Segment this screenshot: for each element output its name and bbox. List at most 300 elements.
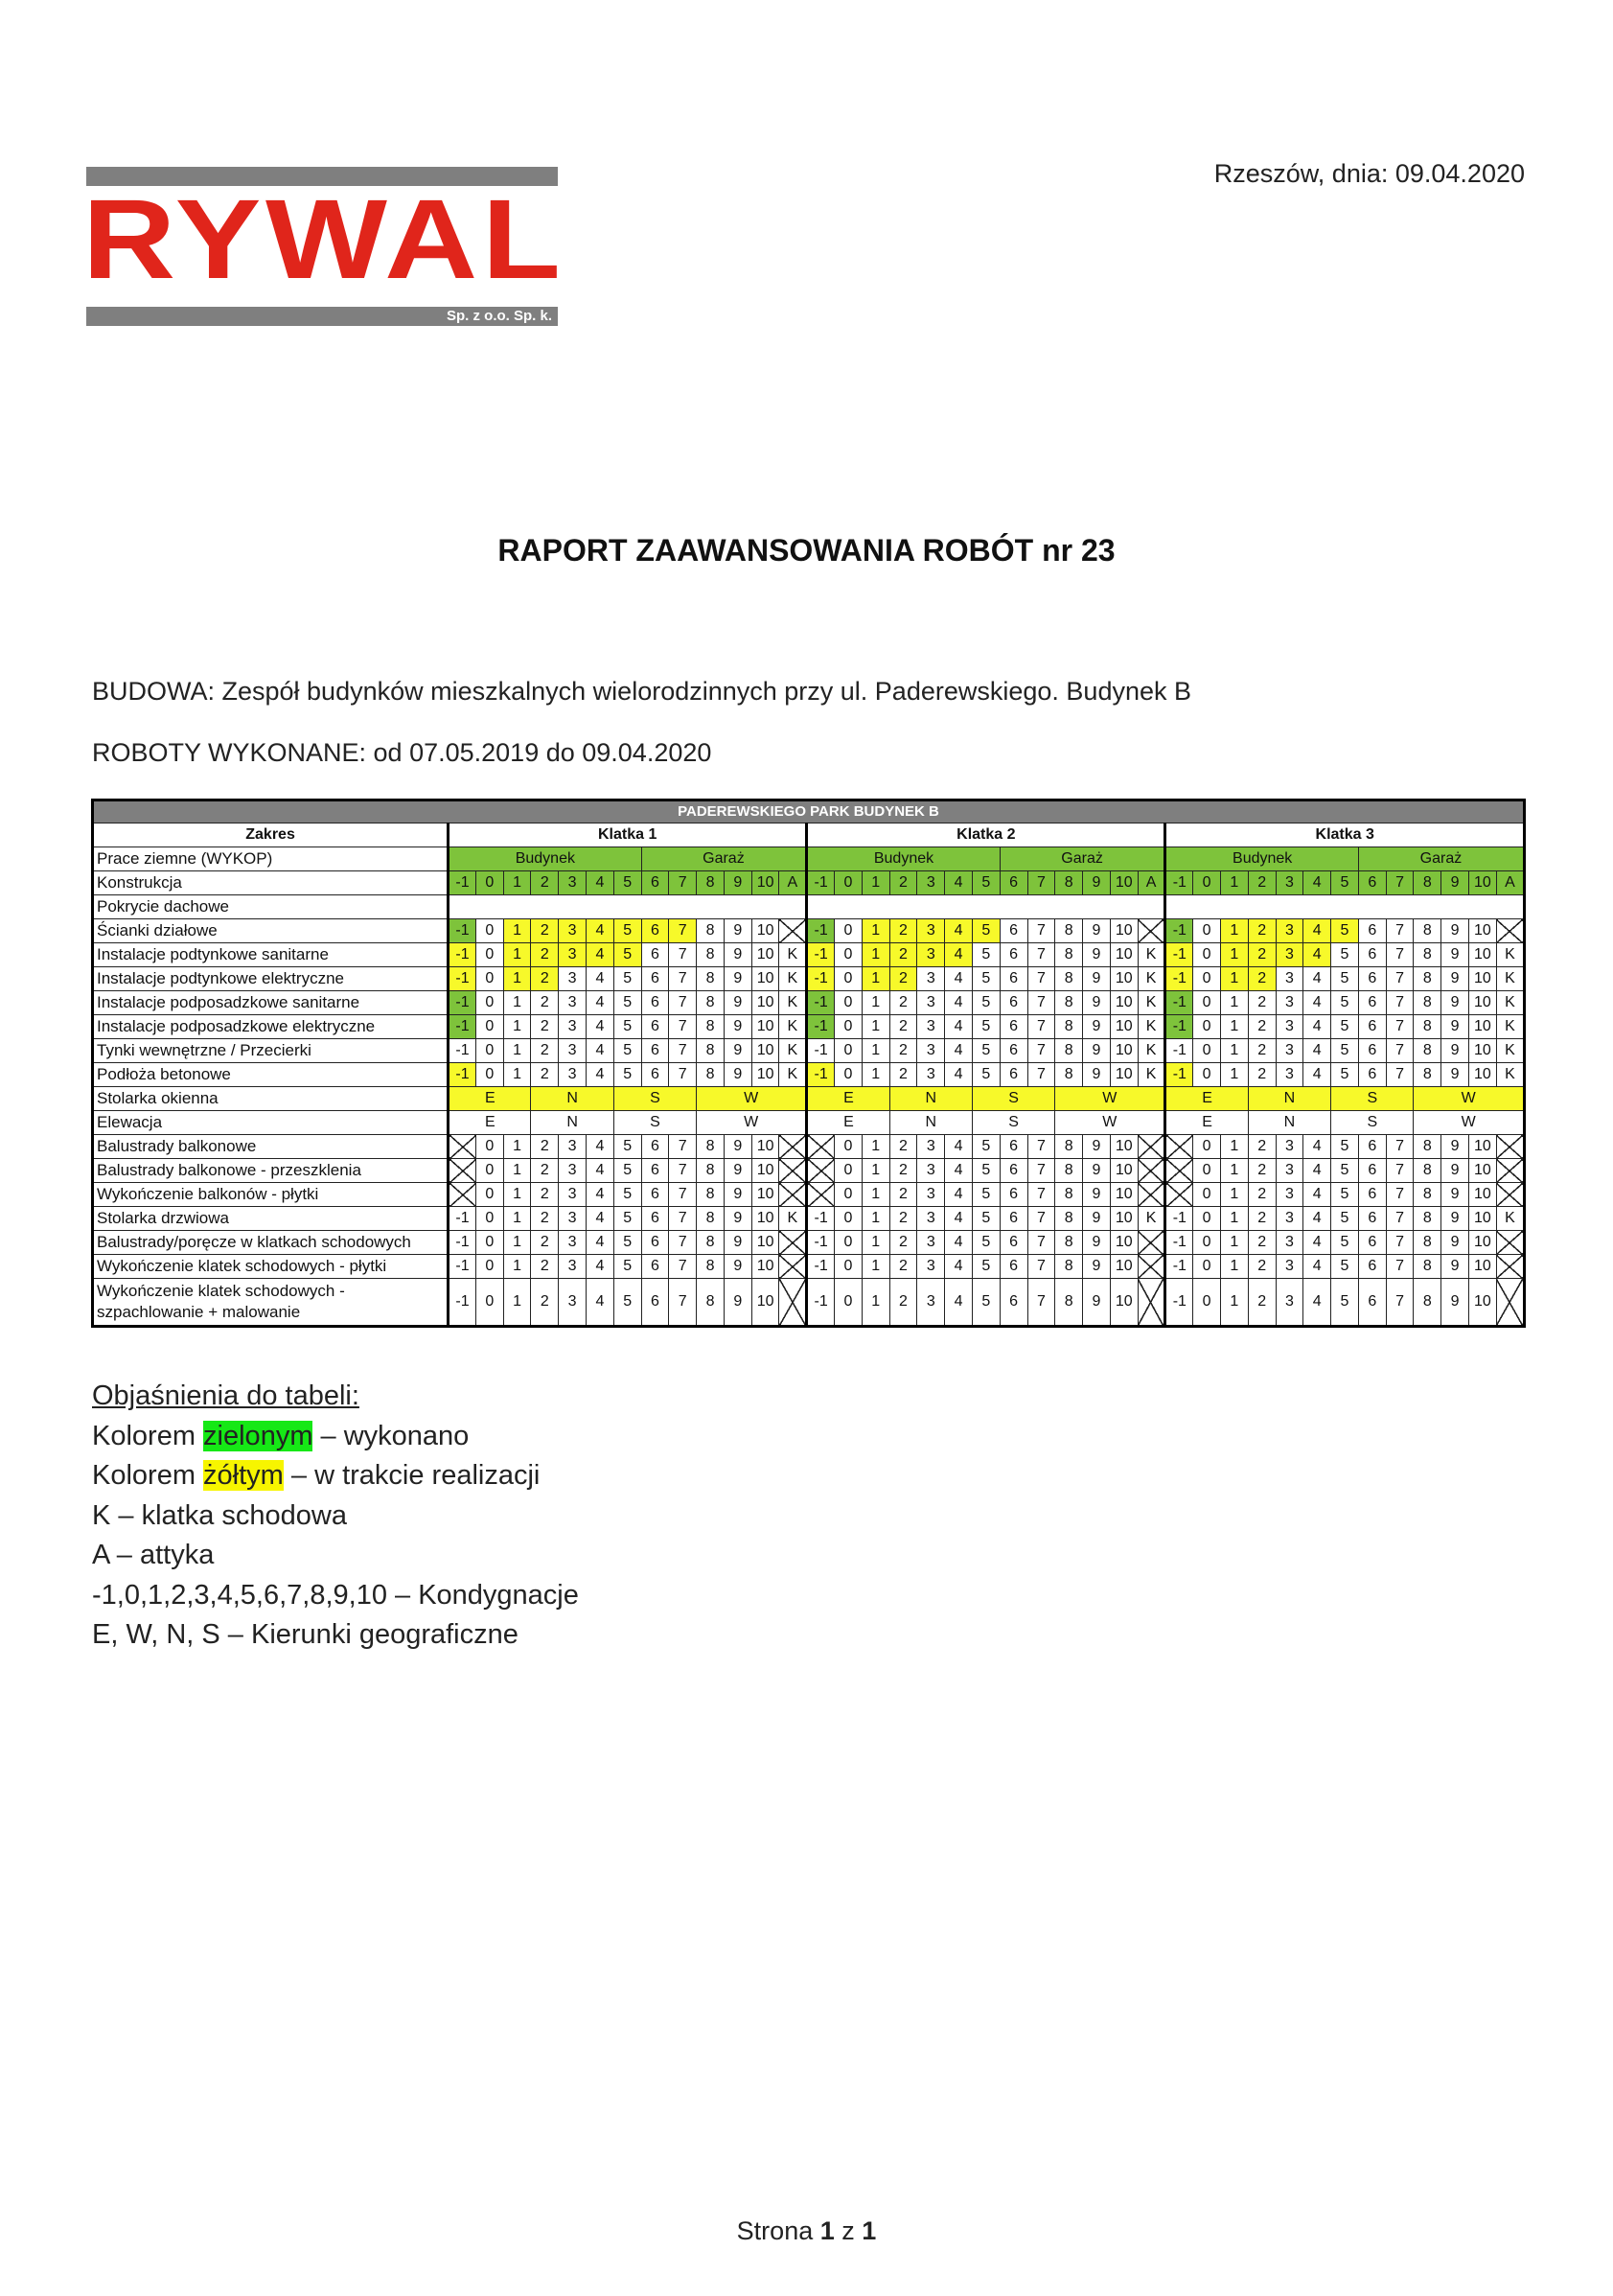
level-cell: 7 xyxy=(669,1279,697,1327)
level-cell: 6 xyxy=(1358,943,1386,967)
level-cell: 7 xyxy=(1386,967,1414,991)
level-cell: -1 xyxy=(449,967,476,991)
level-cell: 6 xyxy=(641,967,669,991)
klatka-cell: K xyxy=(779,1015,807,1039)
level-cell: -1 xyxy=(807,1039,835,1063)
report-title: RAPORT ZAAWANSOWANIA ROBÓT nr 23 xyxy=(497,533,1116,568)
level-cell: 7 xyxy=(1027,1207,1055,1231)
level-cell: 4 xyxy=(587,1063,614,1087)
crossed-cell xyxy=(1138,919,1165,943)
legend-dirs-line: E, W, N, S – Kierunki geograficzne xyxy=(92,1619,518,1650)
level-cell: 5 xyxy=(1331,1183,1359,1207)
level-cell: 6 xyxy=(1358,919,1386,943)
level-cell: 3 xyxy=(559,1135,587,1159)
level-cell: 9 xyxy=(724,1183,751,1207)
level-cell: 8 xyxy=(1055,1231,1083,1255)
level-cell: 5 xyxy=(972,1063,1000,1087)
level-cell: 3 xyxy=(559,1255,587,1279)
direction-cell: N xyxy=(1248,1087,1330,1111)
klatka-cell: K xyxy=(1138,1015,1165,1039)
level-cell: 8 xyxy=(1055,1183,1083,1207)
level-cell: 6 xyxy=(1358,1231,1386,1255)
level-cell: 0 xyxy=(835,991,863,1015)
level-cell: 9 xyxy=(724,1255,751,1279)
direction-cell: E xyxy=(449,1111,531,1135)
level-cell: 0 xyxy=(835,1159,863,1183)
level-cell: 3 xyxy=(917,1279,945,1327)
legend-yellow-line: Kolorem żółtym – w trakcie realizacji xyxy=(92,1460,541,1491)
blank-cell xyxy=(807,895,1165,919)
level-cell: 8 xyxy=(1055,1039,1083,1063)
garaz-subheader: Garaż xyxy=(1358,847,1524,871)
level-cell: 1 xyxy=(503,871,531,895)
legend-k-line: K – klatka schodowa xyxy=(92,1499,347,1531)
level-cell: 9 xyxy=(1441,1159,1469,1183)
level-cell: 6 xyxy=(1358,991,1386,1015)
level-cell: 0 xyxy=(475,991,503,1015)
level-cell: 9 xyxy=(1083,967,1111,991)
level-cell: 9 xyxy=(724,871,751,895)
level-cell: 9 xyxy=(724,919,751,943)
level-cell: 9 xyxy=(1083,991,1111,1015)
level-cell: 4 xyxy=(587,943,614,967)
level-cell: 4 xyxy=(945,1183,973,1207)
level-cell: 1 xyxy=(862,1255,889,1279)
crossed-cell xyxy=(1496,1255,1524,1279)
level-cell: 4 xyxy=(587,1279,614,1327)
crossed-cell xyxy=(1496,1159,1524,1183)
level-cell: 8 xyxy=(697,1255,725,1279)
level-cell: 6 xyxy=(1000,1231,1027,1255)
level-cell: 6 xyxy=(1358,1039,1386,1063)
level-cell: 7 xyxy=(1386,1207,1414,1231)
level-cell: 6 xyxy=(641,1135,669,1159)
crossed-cell xyxy=(1138,1255,1165,1279)
level-cell: 4 xyxy=(1303,1255,1331,1279)
level-cell: 4 xyxy=(587,1159,614,1183)
level-cell: 0 xyxy=(835,919,863,943)
level-cell: 1 xyxy=(862,1063,889,1087)
level-cell: 7 xyxy=(1386,1255,1414,1279)
level-cell: 5 xyxy=(972,1207,1000,1231)
direction-cell: S xyxy=(613,1111,696,1135)
level-cell: 8 xyxy=(697,1183,725,1207)
level-cell: 0 xyxy=(1193,1231,1221,1255)
level-cell: 2 xyxy=(889,991,917,1015)
level-cell: 7 xyxy=(1027,1063,1055,1087)
klatka-cell: K xyxy=(779,1039,807,1063)
level-cell: 6 xyxy=(1358,1015,1386,1039)
level-cell xyxy=(1165,1183,1193,1207)
level-cell: 4 xyxy=(1303,1279,1331,1327)
level-cell: 9 xyxy=(724,1231,751,1255)
row-label: Ścianki działowe xyxy=(93,919,449,943)
level-cell: 5 xyxy=(972,1279,1000,1327)
level-cell: 10 xyxy=(1469,1063,1497,1087)
level-cell: 6 xyxy=(641,1015,669,1039)
level-cell: 7 xyxy=(1027,871,1055,895)
level-cell: 9 xyxy=(724,1063,751,1087)
level-cell: 0 xyxy=(1193,1255,1221,1279)
level-cell: 5 xyxy=(613,1207,641,1231)
legend-green-word: zielonym xyxy=(203,1420,313,1451)
klatka-cell: K xyxy=(779,991,807,1015)
row-label: Instalacje podtynkowe elektryczne xyxy=(93,967,449,991)
level-cell: 0 xyxy=(835,967,863,991)
level-cell: 3 xyxy=(1276,1063,1303,1087)
level-cell: 7 xyxy=(669,1207,697,1231)
level-cell: 9 xyxy=(1083,871,1111,895)
level-cell: 3 xyxy=(917,967,945,991)
legend-a-line: A – attyka xyxy=(92,1540,215,1570)
level-cell: 1 xyxy=(503,1279,531,1327)
level-cell: -1 xyxy=(1165,991,1193,1015)
direction-cell: S xyxy=(972,1111,1054,1135)
level-cell: 5 xyxy=(972,1255,1000,1279)
level-cell: 7 xyxy=(669,943,697,967)
table-caption: PADEREWSKIEGO PARK BUDYNEK B xyxy=(93,800,1525,823)
level-cell: 2 xyxy=(531,1207,559,1231)
level-cell: 9 xyxy=(1083,1183,1111,1207)
direction-cell: S xyxy=(972,1087,1054,1111)
level-cell: -1 xyxy=(807,1015,835,1039)
level-cell: 1 xyxy=(862,871,889,895)
level-cell: 6 xyxy=(641,1279,669,1327)
level-cell: 10 xyxy=(751,1183,779,1207)
table-row xyxy=(93,1183,1525,1207)
level-cell: 3 xyxy=(917,1231,945,1255)
level-cell: 2 xyxy=(889,943,917,967)
level-cell: 4 xyxy=(945,1279,973,1327)
level-cell: 4 xyxy=(945,1135,973,1159)
level-cell: 2 xyxy=(531,1039,559,1063)
level-cell: 7 xyxy=(669,1135,697,1159)
level-cell: 9 xyxy=(724,991,751,1015)
level-cell: 7 xyxy=(1027,919,1055,943)
level-cell: 8 xyxy=(1414,1255,1441,1279)
level-cell: 8 xyxy=(1055,919,1083,943)
level-cell: 10 xyxy=(1110,1015,1138,1039)
level-cell: -1 xyxy=(449,1039,476,1063)
level-cell: 2 xyxy=(1248,967,1276,991)
level-cell: 5 xyxy=(1331,991,1359,1015)
level-cell: 3 xyxy=(1276,1231,1303,1255)
level-cell: 1 xyxy=(1220,871,1248,895)
level-cell: -1 xyxy=(807,1063,835,1087)
level-cell: 2 xyxy=(531,1279,559,1327)
level-cell: 10 xyxy=(1469,991,1497,1015)
level-cell: 6 xyxy=(1358,1183,1386,1207)
level-cell: 6 xyxy=(1358,1255,1386,1279)
level-cell: 5 xyxy=(613,1063,641,1087)
level-cell: 8 xyxy=(1414,1135,1441,1159)
budynek-subheader: Budynek xyxy=(807,847,1000,871)
level-cell: 10 xyxy=(1469,1231,1497,1255)
level-cell: 0 xyxy=(475,1063,503,1087)
level-cell: 10 xyxy=(1469,1255,1497,1279)
level-cell: -1 xyxy=(807,871,835,895)
level-cell: 4 xyxy=(945,991,973,1015)
klatka-cell: K xyxy=(1138,943,1165,967)
level-cell: 10 xyxy=(1110,871,1138,895)
level-cell: 5 xyxy=(972,1183,1000,1207)
level-cell: 0 xyxy=(1193,991,1221,1015)
level-cell: 10 xyxy=(1110,943,1138,967)
level-cell: 3 xyxy=(1276,1159,1303,1183)
level-cell: -1 xyxy=(1165,1015,1193,1039)
level-cell xyxy=(807,1135,835,1159)
crossed-cell xyxy=(779,919,807,943)
level-cell: 3 xyxy=(1276,871,1303,895)
level-cell: 6 xyxy=(1000,967,1027,991)
direction-cell: W xyxy=(697,1111,807,1135)
level-cell: 8 xyxy=(1414,991,1441,1015)
level-cell: 10 xyxy=(751,1063,779,1087)
level-cell: -1 xyxy=(1165,1231,1193,1255)
level-cell xyxy=(1165,1159,1193,1183)
level-cell: 0 xyxy=(475,919,503,943)
row-label: Stolarka okienna xyxy=(93,1087,449,1111)
level-cell: 2 xyxy=(1248,1159,1276,1183)
level-cell: 8 xyxy=(1414,1063,1441,1087)
row-label: Instalacje podtynkowe sanitarne xyxy=(93,943,449,967)
level-cell: 2 xyxy=(1248,871,1276,895)
level-cell: 4 xyxy=(587,1183,614,1207)
level-cell: 1 xyxy=(862,1015,889,1039)
level-cell: 2 xyxy=(531,1135,559,1159)
budynek-subheader: Budynek xyxy=(1165,847,1358,871)
level-cell: -1 xyxy=(449,1231,476,1255)
blank-cell xyxy=(449,895,807,919)
klatka-cell: K xyxy=(1138,967,1165,991)
level-cell: 4 xyxy=(1303,967,1331,991)
level-cell: 0 xyxy=(1193,943,1221,967)
level-cell: 4 xyxy=(1303,943,1331,967)
level-cell: 0 xyxy=(1193,1183,1221,1207)
level-cell: 3 xyxy=(1276,1039,1303,1063)
klatka-header: Klatka 2 xyxy=(807,823,1165,847)
level-cell: 10 xyxy=(751,1039,779,1063)
level-cell: 0 xyxy=(835,1015,863,1039)
level-cell: 1 xyxy=(1220,967,1248,991)
crossed-cell xyxy=(1138,1135,1165,1159)
level-cell: 6 xyxy=(1000,991,1027,1015)
level-cell: 5 xyxy=(613,991,641,1015)
level-cell: 7 xyxy=(1386,1183,1414,1207)
level-cell: 4 xyxy=(945,943,973,967)
level-cell: 0 xyxy=(475,1207,503,1231)
level-cell: 3 xyxy=(917,1207,945,1231)
level-cell: 4 xyxy=(945,1015,973,1039)
level-cell: 4 xyxy=(587,991,614,1015)
level-cell: 6 xyxy=(1000,1015,1027,1039)
level-cell: 5 xyxy=(613,1231,641,1255)
level-cell: 2 xyxy=(889,1135,917,1159)
level-cell: -1 xyxy=(807,1231,835,1255)
level-cell: 1 xyxy=(862,1159,889,1183)
level-cell: 9 xyxy=(1441,1231,1469,1255)
direction-cell: W xyxy=(697,1087,807,1111)
level-cell xyxy=(1165,1135,1193,1159)
level-cell: -1 xyxy=(807,1207,835,1231)
level-cell: 5 xyxy=(1331,1207,1359,1231)
level-cell: 1 xyxy=(1220,991,1248,1015)
level-cell: 2 xyxy=(889,919,917,943)
level-cell: 1 xyxy=(862,1135,889,1159)
level-cell: 0 xyxy=(1193,871,1221,895)
level-cell: 3 xyxy=(559,1279,587,1327)
level-cell: 1 xyxy=(503,1231,531,1255)
table-row xyxy=(93,1231,1525,1255)
row-label: Balustrady balkonowe xyxy=(93,1135,449,1159)
level-cell: 7 xyxy=(669,871,697,895)
level-cell: 6 xyxy=(641,871,669,895)
level-cell: 8 xyxy=(1414,1015,1441,1039)
crossed-cell xyxy=(1138,1279,1165,1327)
level-cell: 10 xyxy=(1110,1183,1138,1207)
level-cell: 3 xyxy=(917,1015,945,1039)
level-cell: 5 xyxy=(972,871,1000,895)
level-cell: 9 xyxy=(1441,1135,1469,1159)
level-cell: 4 xyxy=(1303,991,1331,1015)
row-label: Podłoża betonowe xyxy=(93,1063,449,1087)
level-cell: 0 xyxy=(835,1039,863,1063)
date-line: Rzeszów, dnia: 09.04.2020 xyxy=(1213,159,1525,188)
table-caption-row xyxy=(93,800,1525,823)
table-row xyxy=(93,1207,1525,1231)
level-cell: -1 xyxy=(1165,943,1193,967)
level-cell: 10 xyxy=(1469,1135,1497,1159)
level-cell: 1 xyxy=(503,1159,531,1183)
level-cell: 4 xyxy=(587,871,614,895)
level-cell: 5 xyxy=(1331,1063,1359,1087)
level-cell: 10 xyxy=(751,1015,779,1039)
level-cell: 4 xyxy=(587,1207,614,1231)
level-cell: 2 xyxy=(1248,1039,1276,1063)
level-cell: 0 xyxy=(475,1135,503,1159)
row-label: Tynki wewnętrzne / Przecierki xyxy=(93,1039,449,1063)
crossed-cell xyxy=(779,1231,807,1255)
level-cell: 3 xyxy=(917,1063,945,1087)
level-cell: 2 xyxy=(1248,1207,1276,1231)
level-cell: 3 xyxy=(917,1255,945,1279)
level-cell: 3 xyxy=(559,871,587,895)
level-cell: 10 xyxy=(1110,1231,1138,1255)
level-cell: 2 xyxy=(1248,943,1276,967)
level-cell: 10 xyxy=(751,919,779,943)
level-cell: -1 xyxy=(1165,1207,1193,1231)
crossed-cell xyxy=(779,1159,807,1183)
page-footer: Strona 1 z 1 xyxy=(736,2216,877,2245)
level-cell: 6 xyxy=(1358,871,1386,895)
row-label: Elewacja xyxy=(93,1111,449,1135)
level-cell: 5 xyxy=(972,919,1000,943)
level-cell: 7 xyxy=(1386,1039,1414,1063)
level-cell: 10 xyxy=(1110,991,1138,1015)
level-cell: 5 xyxy=(613,967,641,991)
level-cell: 9 xyxy=(1083,1231,1111,1255)
level-cell xyxy=(449,1183,476,1207)
level-cell: 6 xyxy=(641,1255,669,1279)
klatka-cell: K xyxy=(1496,991,1524,1015)
level-cell: 10 xyxy=(1110,1159,1138,1183)
level-cell: 9 xyxy=(1441,919,1469,943)
level-cell: 8 xyxy=(1055,1015,1083,1039)
level-cell: 2 xyxy=(531,991,559,1015)
level-cell: 8 xyxy=(1414,919,1441,943)
klatka-header: Klatka 1 xyxy=(449,823,807,847)
level-cell: 3 xyxy=(559,1015,587,1039)
klatka-cell: K xyxy=(1138,1063,1165,1087)
level-cell: 3 xyxy=(1276,1255,1303,1279)
level-cell: 1 xyxy=(1220,1231,1248,1255)
row-label: Balustrady balkonowe - przeszklenia xyxy=(93,1159,449,1183)
level-cell: 7 xyxy=(1386,1135,1414,1159)
level-cell: -1 xyxy=(449,1255,476,1279)
level-cell: 5 xyxy=(972,967,1000,991)
klatka-header: Klatka 3 xyxy=(1165,823,1525,847)
level-cell: 7 xyxy=(1386,991,1414,1015)
legend-heading: Objaśnienia do tabeli: xyxy=(92,1380,359,1411)
level-cell: 10 xyxy=(1110,1207,1138,1231)
level-cell: 1 xyxy=(503,1063,531,1087)
level-cell: 4 xyxy=(945,1063,973,1087)
level-cell: 6 xyxy=(641,1183,669,1207)
level-cell: 5 xyxy=(972,1231,1000,1255)
level-cell: 4 xyxy=(1303,1231,1331,1255)
level-cell: 1 xyxy=(862,943,889,967)
level-cell: 10 xyxy=(1469,1015,1497,1039)
level-cell: 0 xyxy=(1193,1279,1221,1327)
level-cell: 4 xyxy=(587,1039,614,1063)
level-cell: 0 xyxy=(1193,919,1221,943)
level-cell: 1 xyxy=(1220,1279,1248,1327)
direction-cell: N xyxy=(889,1111,972,1135)
row-label: Instalacje podposadzkowe elektryczne xyxy=(93,1015,449,1039)
table-row xyxy=(93,871,1525,895)
level-cell: 5 xyxy=(613,1279,641,1327)
level-cell: 4 xyxy=(587,967,614,991)
level-cell: 8 xyxy=(697,1231,725,1255)
direction-cell: E xyxy=(1165,1087,1248,1111)
legend xyxy=(92,1377,579,1656)
level-cell: 7 xyxy=(669,1231,697,1255)
level-cell: 5 xyxy=(1331,871,1359,895)
level-cell: -1 xyxy=(807,943,835,967)
level-cell: 2 xyxy=(1248,1015,1276,1039)
crossed-cell xyxy=(1496,919,1524,943)
level-cell: 2 xyxy=(1248,1231,1276,1255)
row-label: Stolarka drzwiowa xyxy=(93,1207,449,1231)
level-cell: 10 xyxy=(751,1231,779,1255)
klatka-cell: K xyxy=(779,943,807,967)
level-cell: 2 xyxy=(889,1279,917,1327)
level-cell: 9 xyxy=(724,1279,751,1327)
garaz-subheader: Garaż xyxy=(1000,847,1165,871)
level-cell: 8 xyxy=(697,1135,725,1159)
level-cell: 9 xyxy=(1441,1207,1469,1231)
direction-cell: W xyxy=(1055,1111,1165,1135)
level-cell: 1 xyxy=(503,1255,531,1279)
level-cell: 9 xyxy=(1083,1207,1111,1231)
level-cell: 10 xyxy=(1110,1255,1138,1279)
level-cell: 7 xyxy=(1027,943,1055,967)
level-cell: 5 xyxy=(613,943,641,967)
level-cell: 7 xyxy=(1386,1231,1414,1255)
level-cell xyxy=(807,1183,835,1207)
level-cell: 5 xyxy=(1331,1039,1359,1063)
level-cell: 9 xyxy=(1441,871,1469,895)
